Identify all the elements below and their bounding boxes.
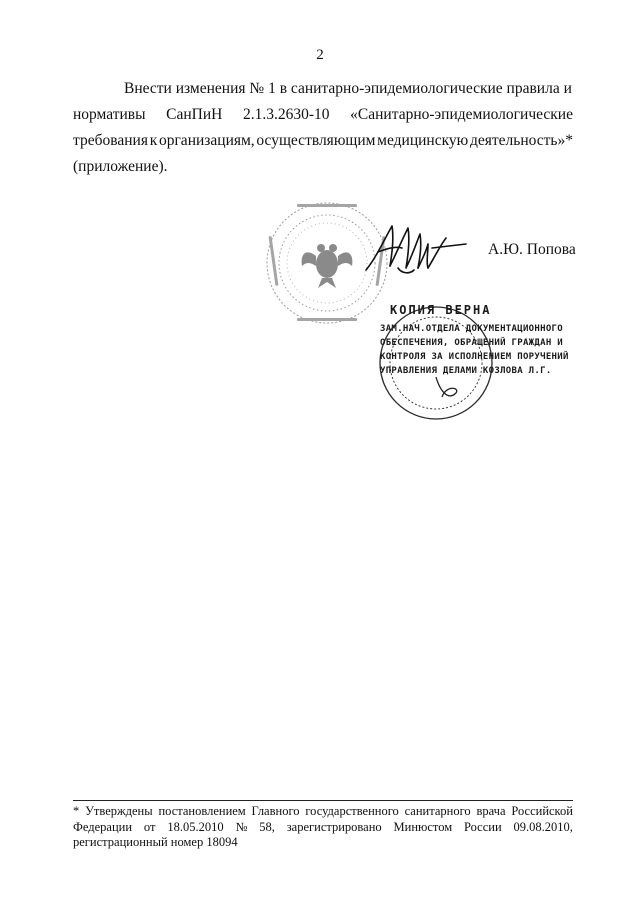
stamp-line: УПРАВЛЕНИЯ ДЕЛАМИ КОЗЛОВА Л.Г. <box>380 366 552 376</box>
order-paragraph <box>73 76 573 180</box>
footnote-line: регистрационный номер 18094 <box>73 835 238 849</box>
word: правила <box>506 80 560 97</box>
word: 2.1.3.2630-10 <box>243 106 330 123</box>
word: зарегистрировано <box>286 819 382 834</box>
word: санитарного <box>404 804 471 818</box>
word: от <box>143 819 156 834</box>
word: 18.05.2010 <box>167 819 224 834</box>
word: 58, <box>259 819 275 834</box>
footnote <box>73 804 573 851</box>
word: государственного <box>305 804 399 818</box>
paragraph-line <box>73 128 573 154</box>
word: * <box>73 804 80 818</box>
word: медицинскую <box>377 132 469 149</box>
paragraph-line <box>73 154 573 180</box>
word: Внести <box>124 80 172 97</box>
footnote-line <box>73 820 573 836</box>
signatory-name: А.Ю. Попова <box>488 241 576 258</box>
word: «Санитарно-эпидемиологические <box>350 106 573 123</box>
handwritten-signature <box>362 218 472 278</box>
stamp-line: КОНТРОЛЯ ЗА ИСПОЛНЕНИЕМ ПОРУЧЕНИЙ <box>380 352 569 362</box>
footnote-divider <box>73 800 573 801</box>
stamp-line: ЗАМ.НАЧ.ОТДЕЛА ДОКУМЕНТАЦИОННОГО <box>380 324 563 334</box>
word: России <box>463 819 502 834</box>
word: Российской <box>511 804 573 818</box>
stamp-line: КОПИЯ ВЕРНА <box>390 303 492 317</box>
word: нормативы <box>73 106 146 123</box>
word: к <box>149 132 158 149</box>
word: и <box>563 80 572 97</box>
word: Минюстом <box>393 819 453 834</box>
word: деятельность»* <box>469 132 573 149</box>
page-number: 2 <box>316 47 324 63</box>
stamp-line: ОБЕСПЕЧЕНИЯ, ОБРАЩЕНИЙ ГРАЖДАН И <box>380 338 563 348</box>
word: СанПиН <box>166 106 223 123</box>
word: санитарно-эпидемиологические <box>290 80 503 97</box>
copy-certified-stamp <box>376 297 569 425</box>
footnote-line <box>73 804 573 820</box>
word: требования <box>73 132 148 149</box>
word: осуществляющим <box>256 132 376 149</box>
word: Главного <box>251 804 300 818</box>
word: (приложение). <box>73 158 168 175</box>
paragraph-line <box>73 102 573 128</box>
eagle-emblem-icon <box>302 244 353 288</box>
word: постановлением <box>158 804 246 818</box>
word: в <box>279 80 288 97</box>
word: изменения <box>175 80 246 97</box>
word: врача <box>476 804 506 818</box>
word: 09.08.2010, <box>513 819 573 834</box>
word: организациям, <box>158 132 255 149</box>
paragraph-line <box>73 76 573 102</box>
word: № <box>249 80 265 97</box>
word: № <box>235 819 248 834</box>
word: Утверждены <box>85 804 153 818</box>
word: 1 <box>268 80 276 97</box>
word: Федерации <box>73 819 133 834</box>
